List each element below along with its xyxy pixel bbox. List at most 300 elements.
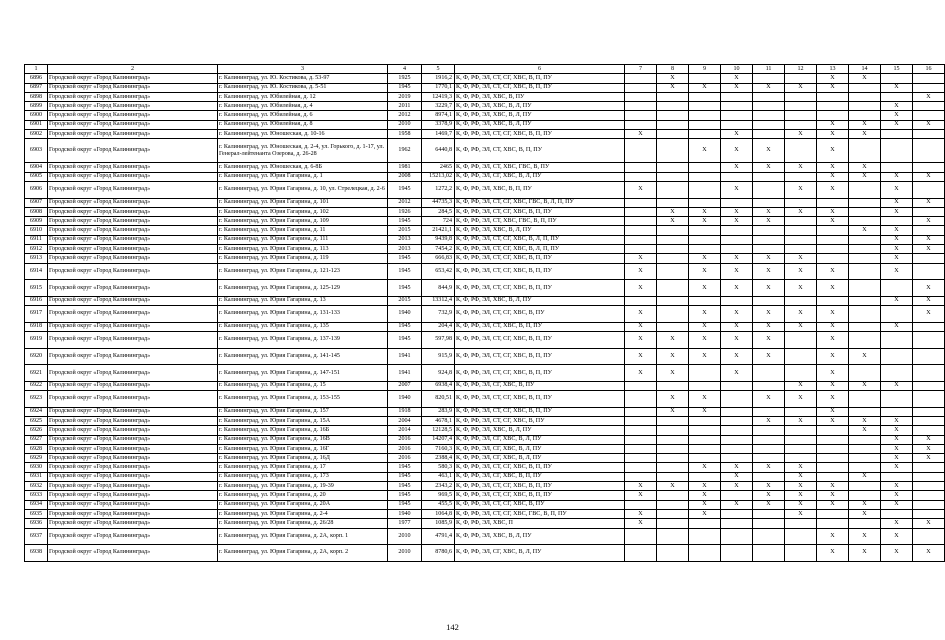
row-number-cell: 6912 bbox=[25, 245, 48, 254]
mark-cell: X bbox=[753, 463, 785, 472]
area-cell: 1469,7 bbox=[422, 130, 455, 139]
mark-cell bbox=[753, 365, 785, 382]
mark-cell: X bbox=[689, 332, 721, 349]
mark-cell: X bbox=[721, 263, 753, 280]
mark-cell: X bbox=[849, 528, 881, 545]
mark-cell: X bbox=[785, 163, 817, 172]
mark-cell bbox=[753, 407, 785, 416]
mark-cell bbox=[689, 472, 721, 481]
address-cell: г. Калининград, ул. Юрия Гагарина, д. 16В bbox=[218, 435, 388, 444]
area-cell: 3378,9 bbox=[422, 120, 455, 129]
mark-cell bbox=[721, 444, 753, 453]
table-row bbox=[25, 435, 945, 444]
systems-cell: К, Ф, РФ, ЭЛ, ХВС, В, П, ПУ bbox=[455, 181, 625, 198]
year-cell: 1945 bbox=[388, 217, 422, 226]
systems-cell: К, Ф, РФ, ЭЛ, СГ, ХВС, В, Л, ПУ bbox=[455, 545, 625, 562]
year-cell: 1941 bbox=[388, 365, 422, 382]
mark-cell: X bbox=[881, 444, 913, 453]
mark-cell: X bbox=[689, 391, 721, 408]
systems-cell: К, Ф, РФ, ЭЛ, СГ, ХВС, В, П, ПУ bbox=[455, 472, 625, 481]
mark-cell: X bbox=[785, 391, 817, 408]
mark-cell bbox=[817, 245, 849, 254]
mark-cell: X bbox=[625, 491, 657, 500]
table-row bbox=[25, 217, 945, 226]
column-number-cell: 11 bbox=[753, 65, 785, 74]
row-number-cell: 6933 bbox=[25, 491, 48, 500]
mark-cell: X bbox=[657, 207, 689, 216]
owner-cell: Городской округ «Город Калининград» bbox=[48, 444, 218, 453]
mark-cell: X bbox=[817, 416, 849, 425]
mark-cell bbox=[785, 435, 817, 444]
mark-cell bbox=[689, 235, 721, 244]
systems-cell: К, Ф, РФ, ЭЛ, СТ, СГ, ХВС, В, П, ПУ bbox=[455, 263, 625, 280]
mark-cell: X bbox=[881, 245, 913, 254]
table-row bbox=[25, 74, 945, 83]
area-cell: 15213,02 bbox=[422, 172, 455, 181]
mark-cell: X bbox=[785, 181, 817, 198]
table-row bbox=[25, 391, 945, 408]
mark-cell bbox=[721, 198, 753, 207]
table-row bbox=[25, 545, 945, 562]
owner-cell: Городской округ «Город Калининград» bbox=[48, 381, 218, 390]
systems-cell: К, Ф, РФ, ЭЛ, ХВС, В, Л, ПУ bbox=[455, 111, 625, 120]
systems-cell: К, Ф, РФ, ЭЛ, СТ, СГ, ХВС, ГВС, В, Л, П, ПУ bbox=[455, 198, 625, 207]
mark-cell bbox=[753, 198, 785, 207]
mark-cell bbox=[849, 181, 881, 198]
mark-cell: X bbox=[881, 102, 913, 111]
mark-cell bbox=[913, 181, 945, 198]
systems-cell: К, Ф, РФ, ЭЛ, ХВС, В, Л, ПУ bbox=[455, 528, 625, 545]
systems-cell: К, Ф, РФ, ЭЛ, СТ, СГ, ХВС, В, ПУ bbox=[455, 416, 625, 425]
mark-cell: X bbox=[913, 92, 945, 101]
mark-cell: X bbox=[785, 416, 817, 425]
address-cell: г. Калининград, ул. Юрия Гагарина, д. 16Б bbox=[218, 426, 388, 435]
mark-cell: X bbox=[881, 491, 913, 500]
systems-cell: К, Ф, РФ, ЭЛ, СТ, СГ, ХВС, В, П, ПУ bbox=[455, 332, 625, 349]
mark-cell: X bbox=[913, 454, 945, 463]
mark-cell bbox=[849, 92, 881, 101]
mark-cell: X bbox=[913, 296, 945, 305]
mark-cell: X bbox=[881, 120, 913, 129]
systems-cell: К, Ф, РФ, ЭЛ, СТ, ХВС, ГВС, В, П, ПУ bbox=[455, 217, 625, 226]
address-cell: г. Калининград, ул. Юрия Гагарина, д. 2-4 bbox=[218, 509, 388, 518]
mark-cell: X bbox=[625, 348, 657, 365]
mark-cell: X bbox=[721, 163, 753, 172]
mark-cell bbox=[657, 102, 689, 111]
mark-cell bbox=[913, 207, 945, 216]
row-number-cell: 6897 bbox=[25, 83, 48, 92]
systems-cell: К, Ф, РФ, ЭЛ, СТ, СГ, ХВС, В, П, ПУ bbox=[455, 482, 625, 491]
mark-cell bbox=[849, 365, 881, 382]
owner-cell: Городской округ «Город Калининград» bbox=[48, 217, 218, 226]
mark-cell bbox=[689, 444, 721, 453]
year-cell: 1940 bbox=[388, 391, 422, 408]
mark-cell bbox=[913, 482, 945, 491]
table-row bbox=[25, 416, 945, 425]
mark-cell bbox=[721, 407, 753, 416]
table-row bbox=[25, 528, 945, 545]
address-cell: г. Калининград, ул. Юрия Гагарина, д. 135 bbox=[218, 322, 388, 331]
mark-cell: X bbox=[689, 280, 721, 297]
address-cell: г. Калининград, ул. Юношеская, д. 10-16 bbox=[218, 130, 388, 139]
mark-cell bbox=[625, 102, 657, 111]
mark-cell: X bbox=[721, 207, 753, 216]
area-cell: 284,5 bbox=[422, 207, 455, 216]
mark-cell bbox=[689, 172, 721, 181]
mark-cell: X bbox=[625, 482, 657, 491]
mark-cell: X bbox=[753, 306, 785, 323]
mark-cell bbox=[689, 416, 721, 425]
year-cell: 1940 bbox=[388, 509, 422, 518]
mark-cell: X bbox=[913, 435, 945, 444]
mark-cell bbox=[721, 245, 753, 254]
mark-cell: X bbox=[817, 332, 849, 349]
mark-cell: X bbox=[753, 416, 785, 425]
mark-cell: X bbox=[913, 519, 945, 528]
mark-cell bbox=[753, 426, 785, 435]
area-cell: 283,9 bbox=[422, 407, 455, 416]
area-cell: 6440,8 bbox=[422, 139, 455, 163]
mark-cell bbox=[625, 472, 657, 481]
mark-cell bbox=[753, 172, 785, 181]
registry-page bbox=[24, 64, 932, 562]
mark-cell: X bbox=[881, 198, 913, 207]
owner-cell: Городской округ «Город Калининград» bbox=[48, 130, 218, 139]
mark-cell: X bbox=[689, 509, 721, 518]
year-cell: 1918 bbox=[388, 407, 422, 416]
mark-cell bbox=[849, 207, 881, 216]
owner-cell: Городской округ «Город Калининград» bbox=[48, 435, 218, 444]
mark-cell: X bbox=[657, 348, 689, 365]
address-cell: г. Калининград, ул. Юрия Гагарина, д. 15А bbox=[218, 416, 388, 425]
systems-cell: К, Ф, РФ, ЭЛ, СТ, СГ, ХВС, В, П, ПУ bbox=[455, 407, 625, 416]
mark-cell bbox=[913, 381, 945, 390]
year-cell: 2016 bbox=[388, 435, 422, 444]
mark-cell: X bbox=[625, 519, 657, 528]
row-number-cell: 6915 bbox=[25, 280, 48, 297]
systems-cell: К, Ф, РФ, ЭЛ, СТ, ХВС, В, П, ПУ bbox=[455, 322, 625, 331]
mark-cell: X bbox=[657, 332, 689, 349]
mark-cell bbox=[881, 74, 913, 83]
mark-cell: X bbox=[881, 545, 913, 562]
address-cell: г. Калининград, ул. Юбилейная, д. 12 bbox=[218, 92, 388, 101]
page-number: 142 bbox=[446, 622, 459, 632]
mark-cell bbox=[849, 102, 881, 111]
mark-cell: X bbox=[753, 217, 785, 226]
mark-cell bbox=[721, 391, 753, 408]
table-row bbox=[25, 306, 945, 323]
area-cell: 1770,1 bbox=[422, 83, 455, 92]
mark-cell: X bbox=[881, 482, 913, 491]
mark-cell: X bbox=[913, 120, 945, 129]
row-number-cell: 6896 bbox=[25, 74, 48, 83]
area-cell: 666,83 bbox=[422, 254, 455, 263]
area-cell: 653,42 bbox=[422, 263, 455, 280]
mark-cell: X bbox=[817, 348, 849, 365]
row-number-cell: 6929 bbox=[25, 454, 48, 463]
owner-cell: Городской округ «Город Калининград» bbox=[48, 416, 218, 425]
year-cell: 1962 bbox=[388, 139, 422, 163]
mark-cell: X bbox=[721, 130, 753, 139]
systems-cell: К, Ф, РФ, ЭЛ, ХВС, В, Л, ПУ bbox=[455, 120, 625, 129]
year-cell: 2015 bbox=[388, 296, 422, 305]
mark-cell bbox=[817, 444, 849, 453]
mark-cell bbox=[881, 472, 913, 481]
table-row bbox=[25, 407, 945, 416]
mark-cell bbox=[913, 226, 945, 235]
mark-cell bbox=[753, 454, 785, 463]
area-cell: 9439,8 bbox=[422, 235, 455, 244]
mark-cell bbox=[721, 519, 753, 528]
mark-cell: X bbox=[753, 263, 785, 280]
mark-cell bbox=[817, 509, 849, 518]
mark-cell: X bbox=[721, 306, 753, 323]
mark-cell: X bbox=[913, 172, 945, 181]
owner-cell: Городской округ «Город Калининград» bbox=[48, 365, 218, 382]
table-row bbox=[25, 198, 945, 207]
mark-cell bbox=[689, 120, 721, 129]
row-number-cell: 6921 bbox=[25, 365, 48, 382]
area-cell: 21421,1 bbox=[422, 226, 455, 235]
column-number-cell: 5 bbox=[422, 65, 455, 74]
mark-cell bbox=[849, 482, 881, 491]
mark-cell bbox=[721, 528, 753, 545]
table-row bbox=[25, 254, 945, 263]
mark-cell bbox=[785, 407, 817, 416]
mark-cell: X bbox=[721, 322, 753, 331]
mark-cell bbox=[881, 280, 913, 297]
mark-cell: X bbox=[881, 463, 913, 472]
mark-cell bbox=[657, 444, 689, 453]
mark-cell bbox=[913, 391, 945, 408]
mark-cell: X bbox=[689, 463, 721, 472]
owner-cell: Городской округ «Город Калининград» bbox=[48, 482, 218, 491]
systems-cell: К, Ф, РФ, ЭЛ, СГ, ХВС, В, Л, ПУ bbox=[455, 435, 625, 444]
mark-cell bbox=[657, 92, 689, 101]
mark-cell bbox=[849, 235, 881, 244]
mark-cell bbox=[849, 111, 881, 120]
mark-cell: X bbox=[753, 254, 785, 263]
mark-cell bbox=[721, 111, 753, 120]
mark-cell bbox=[849, 217, 881, 226]
mark-cell bbox=[849, 245, 881, 254]
mark-cell bbox=[753, 235, 785, 244]
mark-cell: X bbox=[881, 426, 913, 435]
mark-cell bbox=[625, 111, 657, 120]
mark-cell: X bbox=[753, 83, 785, 92]
row-number-cell: 6916 bbox=[25, 296, 48, 305]
mark-cell bbox=[657, 245, 689, 254]
mark-cell bbox=[785, 120, 817, 129]
owner-cell: Городской округ «Город Калининград» bbox=[48, 426, 218, 435]
year-cell: 1945 bbox=[388, 280, 422, 297]
mark-cell bbox=[881, 217, 913, 226]
mark-cell: X bbox=[881, 207, 913, 216]
owner-cell: Городской округ «Город Калининград» bbox=[48, 519, 218, 528]
mark-cell bbox=[785, 545, 817, 562]
table-row bbox=[25, 245, 945, 254]
table-row bbox=[25, 102, 945, 111]
mark-cell bbox=[785, 519, 817, 528]
year-cell: 1945 bbox=[388, 500, 422, 509]
mark-cell bbox=[817, 519, 849, 528]
mark-cell: X bbox=[785, 207, 817, 216]
year-cell: 2014 bbox=[388, 426, 422, 435]
mark-cell bbox=[849, 83, 881, 92]
mark-cell: X bbox=[689, 207, 721, 216]
table-row bbox=[25, 139, 945, 163]
column-number-cell: 2 bbox=[48, 65, 218, 74]
mark-cell bbox=[721, 296, 753, 305]
address-cell: г. Калининград, ул. Юрия Гагарина, д. 173 bbox=[218, 472, 388, 481]
address-cell: г. Калининград, ул. Ю. Костикова, д. 5-51 bbox=[218, 83, 388, 92]
mark-cell: X bbox=[625, 365, 657, 382]
mark-cell bbox=[753, 111, 785, 120]
systems-cell: К, Ф, РФ, ЭЛ, СТ, ХВС, В, П, ПУ bbox=[455, 139, 625, 163]
area-cell: 844,9 bbox=[422, 280, 455, 297]
mark-cell bbox=[913, 472, 945, 481]
mark-cell: X bbox=[785, 509, 817, 518]
mark-cell: X bbox=[657, 407, 689, 416]
systems-cell: К, Ф, РФ, ЭЛ, СТ, СГ, ХВС, В, П, ПУ bbox=[455, 365, 625, 382]
mark-cell bbox=[625, 545, 657, 562]
mark-cell: X bbox=[817, 217, 849, 226]
mark-cell bbox=[625, 463, 657, 472]
mark-cell bbox=[753, 102, 785, 111]
mark-cell: X bbox=[881, 254, 913, 263]
mark-cell bbox=[785, 332, 817, 349]
mark-cell: X bbox=[817, 306, 849, 323]
mark-cell: X bbox=[849, 172, 881, 181]
address-cell: г. Калининград, ул. Юрия Гагарина, д. 157 bbox=[218, 407, 388, 416]
systems-cell: К, Ф, РФ, ЭЛ, СГ, ХВС, В, Л, ПУ bbox=[455, 444, 625, 453]
mark-cell: X bbox=[657, 391, 689, 408]
mark-cell bbox=[817, 254, 849, 263]
mark-cell: X bbox=[849, 381, 881, 390]
mark-cell bbox=[689, 296, 721, 305]
mark-cell bbox=[913, 111, 945, 120]
owner-cell: Городской округ «Город Калининград» bbox=[48, 463, 218, 472]
mark-cell bbox=[913, 83, 945, 92]
mark-cell bbox=[913, 102, 945, 111]
row-number-cell: 6901 bbox=[25, 120, 48, 129]
row-number-cell: 6903 bbox=[25, 139, 48, 163]
area-cell: 820,51 bbox=[422, 391, 455, 408]
column-number-cell: 8 bbox=[657, 65, 689, 74]
mark-cell bbox=[625, 391, 657, 408]
address-cell: г. Калининград, ул. Юрия Гагарина, д. 109 bbox=[218, 217, 388, 226]
mark-cell bbox=[657, 472, 689, 481]
year-cell: 1925 bbox=[388, 74, 422, 83]
mark-cell: X bbox=[849, 509, 881, 518]
year-cell: 2015 bbox=[388, 226, 422, 235]
column-number-cell: 6 bbox=[455, 65, 625, 74]
owner-cell: Городской округ «Город Калининград» bbox=[48, 92, 218, 101]
address-cell: г. Калининград, ул. Юношеская, д. 6-8Б bbox=[218, 163, 388, 172]
area-cell: 4678,1 bbox=[422, 416, 455, 425]
mark-cell: X bbox=[817, 500, 849, 509]
mark-cell bbox=[657, 139, 689, 163]
year-cell: 1958 bbox=[388, 130, 422, 139]
address-cell: г. Калининград, ул. Юбилейная, д. 8 bbox=[218, 120, 388, 129]
row-number-cell: 6936 bbox=[25, 519, 48, 528]
mark-cell bbox=[721, 172, 753, 181]
mark-cell: X bbox=[721, 181, 753, 198]
mark-cell bbox=[689, 92, 721, 101]
mark-cell bbox=[753, 509, 785, 518]
mark-cell bbox=[625, 207, 657, 216]
mark-cell bbox=[913, 163, 945, 172]
mark-cell bbox=[849, 198, 881, 207]
owner-cell: Городской округ «Город Калининград» bbox=[48, 181, 218, 198]
owner-cell: Городской округ «Город Калининград» bbox=[48, 306, 218, 323]
mark-cell bbox=[849, 435, 881, 444]
mark-cell: X bbox=[785, 500, 817, 509]
row-number-cell: 6914 bbox=[25, 263, 48, 280]
table-row bbox=[25, 235, 945, 244]
mark-cell: X bbox=[657, 217, 689, 226]
mark-cell: X bbox=[721, 500, 753, 509]
mark-cell: X bbox=[785, 472, 817, 481]
year-cell: 1945 bbox=[388, 254, 422, 263]
systems-cell: К, Ф, РФ, ЭЛ, ХВС, В, Л, ПУ bbox=[455, 102, 625, 111]
table-row bbox=[25, 454, 945, 463]
area-cell: 7454,2 bbox=[422, 245, 455, 254]
area-cell: 1916,2 bbox=[422, 74, 455, 83]
mark-cell bbox=[657, 111, 689, 120]
mark-cell: X bbox=[721, 139, 753, 163]
mark-cell: X bbox=[721, 280, 753, 297]
row-number-cell: 6926 bbox=[25, 426, 48, 435]
mark-cell: X bbox=[689, 407, 721, 416]
mark-cell bbox=[753, 92, 785, 101]
row-number-cell: 6934 bbox=[25, 500, 48, 509]
mark-cell: X bbox=[721, 348, 753, 365]
mark-cell: X bbox=[753, 139, 785, 163]
address-cell: г. Калининград, ул. Юрия Гагарина, д. 20А bbox=[218, 500, 388, 509]
address-cell: г. Калининград, ул. Юрия Гагарина, д. 13 bbox=[218, 296, 388, 305]
row-number-cell: 6904 bbox=[25, 163, 48, 172]
mark-cell bbox=[721, 435, 753, 444]
mark-cell: X bbox=[849, 500, 881, 509]
mark-cell: X bbox=[721, 365, 753, 382]
mark-cell: X bbox=[817, 280, 849, 297]
area-cell: 2465 bbox=[422, 163, 455, 172]
mark-cell: X bbox=[913, 280, 945, 297]
mark-cell bbox=[721, 381, 753, 390]
mark-cell: X bbox=[881, 454, 913, 463]
table-row bbox=[25, 130, 945, 139]
row-number-cell: 6913 bbox=[25, 254, 48, 263]
mark-cell bbox=[849, 254, 881, 263]
year-cell: 2016 bbox=[388, 444, 422, 453]
mark-cell: X bbox=[817, 120, 849, 129]
owner-cell: Городской округ «Город Калининград» bbox=[48, 509, 218, 518]
systems-cell: К, Ф, РФ, ЭЛ, СТ, СГ, ХВС, В, П, ПУ bbox=[455, 348, 625, 365]
year-cell: 2012 bbox=[388, 111, 422, 120]
table-row bbox=[25, 491, 945, 500]
mark-cell bbox=[625, 528, 657, 545]
mark-cell bbox=[625, 444, 657, 453]
address-cell: г. Калининград, ул. Юрия Гагарина, д. 131-133 bbox=[218, 306, 388, 323]
systems-cell: К, Ф, РФ, ЭЛ, СТ, СГ, ХВС, В, Л, П, ПУ bbox=[455, 245, 625, 254]
address-cell: г. Калининград, ул. Юбилейная, д. 6 bbox=[218, 111, 388, 120]
mark-cell: X bbox=[625, 263, 657, 280]
mark-cell: X bbox=[721, 463, 753, 472]
systems-cell: К, Ф, РФ, ЭЛ, СТ, СГ, ХВС, В, П, ПУ bbox=[455, 391, 625, 408]
owner-cell: Городской округ «Город Калининград» bbox=[48, 226, 218, 235]
mark-cell bbox=[625, 454, 657, 463]
